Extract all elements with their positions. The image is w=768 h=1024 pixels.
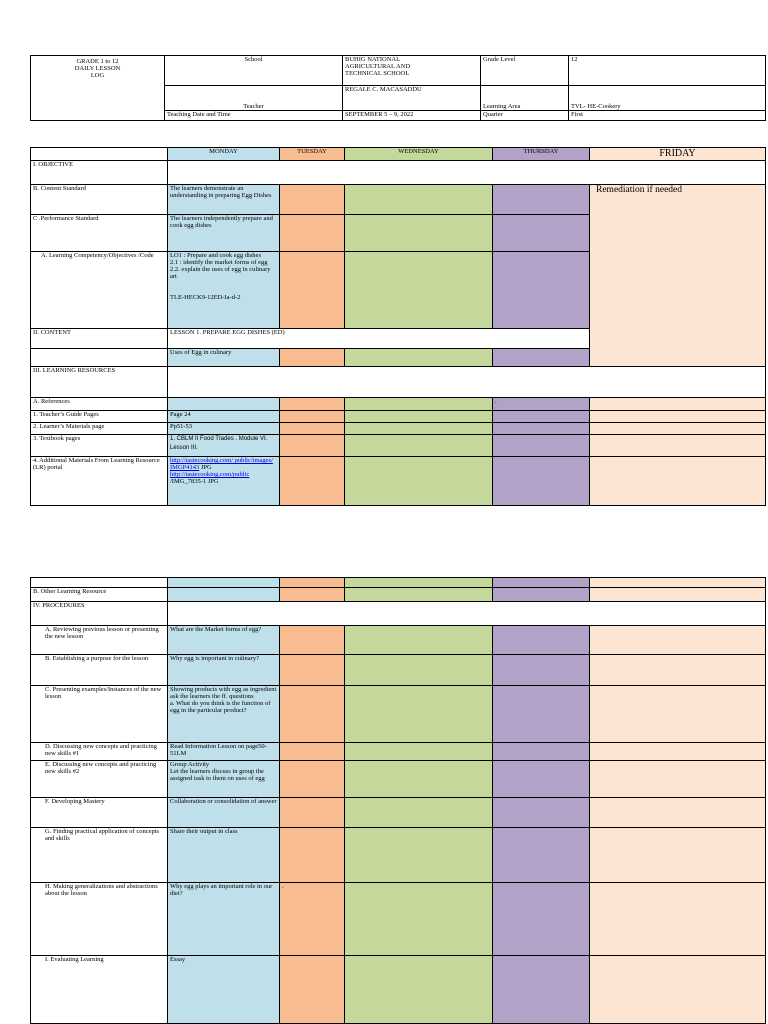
cell-thursday [493, 423, 590, 435]
cell-thursday [493, 215, 590, 252]
school-value: BUHIG NATIONAL AGRICULTURAL AND TECHNICAL SCHOOL [343, 56, 481, 86]
proc-c-label: C. Presenting examples/Instances of the new lesson [31, 686, 168, 743]
cell-thursday [493, 349, 590, 367]
cell-thursday [493, 626, 590, 655]
competency-label: A. Learning Competency/Objectives /Code [31, 252, 168, 329]
cell-wednesday [345, 349, 493, 367]
cell-wednesday [345, 435, 493, 457]
cell-thursday [493, 435, 590, 457]
cell-wednesday [345, 883, 493, 956]
cell-tuesday [280, 798, 345, 828]
cell-thursday [493, 411, 590, 423]
cell-tuesday [280, 457, 345, 506]
cell-wednesday [345, 655, 493, 686]
cell-friday [590, 423, 766, 435]
references-label: A. References [31, 398, 168, 411]
cell-wednesday [345, 252, 493, 329]
cell-wednesday [345, 956, 493, 1024]
cell-wednesday [345, 743, 493, 761]
proc-i-monday: Essay [168, 956, 280, 1024]
proc-f-monday: Collaboration or consolidation of answer [168, 798, 280, 828]
header-table [30, 55, 766, 121]
proc-h-tuesday: . [280, 883, 345, 956]
performance-monday: The learners independently prepare and cook egg dishes [168, 215, 280, 252]
cell-thursday [493, 956, 590, 1024]
content-sub-monday: Uses of Egg in culinary [168, 349, 280, 367]
proc-h-monday: Why egg plays an important role in our diet? [168, 883, 280, 956]
day-friday: FRIDAY [590, 148, 766, 161]
competency-monday: LO1 : Prepare and cook egg dishes 2.1 : identify the market forms of egg 2.2. explain the uses of egg in culinary art TLE-HECK9-12ED-Ia-d-2 [168, 252, 280, 329]
am-label: 4. Additional Materials From Learning Resource (LR) portal [31, 457, 168, 506]
cell-tuesday [280, 588, 345, 602]
day-monday: MONDAY [168, 148, 280, 161]
procedures-span [168, 602, 766, 626]
teacher-value: REGALE C. MACASADDU [343, 86, 481, 111]
proc-a-monday: What are the Market forms of egg? [168, 626, 280, 655]
cell-thursday [493, 761, 590, 798]
date-label: Teaching Date and Time [165, 111, 343, 121]
proc-g-monday: Share their output in class [168, 828, 280, 883]
performance-label: C .Performance Standard [31, 215, 168, 252]
resource-ext-2: /IMG_7835-1 JPG [170, 478, 219, 485]
proc-e-label: E. Discussing new concepts and practicing new skills #2 [31, 761, 168, 798]
corner-cell [31, 148, 168, 161]
cell-tuesday [280, 398, 345, 411]
cell-tuesday [280, 578, 345, 588]
area-value: TVL- HE-Cookery [569, 86, 766, 111]
cell-tuesday [280, 423, 345, 435]
cell-wednesday [345, 398, 493, 411]
cell-friday [590, 655, 766, 686]
plan-table [30, 147, 766, 506]
day-wednesday: WEDNESDAY [345, 148, 493, 161]
procedures-table [30, 577, 766, 1024]
cell-monday [168, 398, 280, 411]
objective-span [168, 161, 766, 185]
cell-wednesday [345, 588, 493, 602]
lm-label: 2. Learner’s Materials page [31, 423, 168, 435]
cell-friday [590, 828, 766, 883]
proc-g-label: G. Finding practical application of concepts and skills [31, 828, 168, 883]
proc-h-label: H. Making generalizations and abstractions about the lesson [31, 883, 168, 956]
quarter-value: First [569, 111, 766, 121]
cell-tuesday [280, 655, 345, 686]
area-label: Learning Area [481, 86, 569, 111]
cell-tuesday [280, 435, 345, 457]
cell-monday [168, 578, 280, 588]
cell-tuesday [280, 761, 345, 798]
cell-wednesday [345, 423, 493, 435]
cell-wednesday [345, 578, 493, 588]
cell-tuesday [280, 626, 345, 655]
cell-tuesday [280, 828, 345, 883]
cell-thursday [493, 588, 590, 602]
day-thursday: THURSDAY [493, 148, 590, 161]
cell-tuesday [280, 411, 345, 423]
cell-wednesday [345, 798, 493, 828]
cell-friday [590, 578, 766, 588]
cell-thursday [493, 252, 590, 329]
cell-thursday [493, 798, 590, 828]
school-label: School [165, 56, 343, 86]
cell-thursday [493, 828, 590, 883]
content-sub-label [31, 349, 168, 367]
cell-tuesday [280, 956, 345, 1024]
grade-value: 12 [569, 56, 766, 86]
am-monday [168, 457, 280, 506]
cell-wednesday [345, 761, 493, 798]
corner-cell-2 [31, 578, 168, 588]
cell-wednesday [345, 215, 493, 252]
tb-label: 3. Textbook pages [31, 435, 168, 457]
cell-thursday [493, 743, 590, 761]
teacher-label: Teacher [165, 86, 343, 111]
cell-friday [590, 883, 766, 956]
cell-wednesday [345, 626, 493, 655]
resources-label: III. LEARNING RESOURCES [31, 367, 168, 398]
lm-monday: Pp51-53 [168, 423, 280, 435]
tg-label: 1. Teacher’s Guide Pages [31, 411, 168, 423]
content-standard-label: B. Content Standard [31, 185, 168, 215]
cell-tuesday [280, 349, 345, 367]
cell-friday [590, 743, 766, 761]
cell-wednesday [345, 185, 493, 215]
cell-thursday [493, 457, 590, 506]
resource-link-2[interactable]: http://tastecooking.com/public [170, 471, 250, 478]
resources-span [168, 367, 766, 398]
objective-label: I. OBJECTIVE [31, 161, 168, 185]
content-value: LESSON 1. PREPARE EGG DISHES (ED) [168, 329, 590, 349]
procedures-label: IV. PROCEDURES [31, 602, 168, 626]
cell-wednesday [345, 828, 493, 883]
cell-friday [590, 435, 766, 457]
cell-thursday [493, 578, 590, 588]
proc-i-label: I. Evaluating Learning [31, 956, 168, 1024]
cell-friday [590, 956, 766, 1024]
cell-wednesday [345, 411, 493, 423]
cell-friday [590, 761, 766, 798]
cell-friday [590, 626, 766, 655]
resource-link-1[interactable]: http://tastecooking.com/ public/images/ IMGP4143 [170, 457, 273, 471]
cell-thursday [493, 686, 590, 743]
tb-monday: 1. CBLM II Food Trades . Module VI. Lesson III. [168, 435, 280, 457]
proc-d-label: D. Discussing new concepts and practicing new skills #1 [31, 743, 168, 761]
proc-b-label: B. Establishing a purpose for the lesson [31, 655, 168, 686]
date-value: SEPTEMBER 5 – 9, 2022 [343, 111, 481, 121]
log-title: GRADE 1 to 12 DAILY LESSON LOG [31, 56, 165, 121]
cell-monday [168, 588, 280, 602]
tg-monday: Page 24 [168, 411, 280, 423]
content-standard-monday: The learners demonstrate an understanding in preparing Egg Dishes [168, 185, 280, 215]
cell-tuesday [280, 215, 345, 252]
cell-friday [590, 457, 766, 506]
cell-friday [590, 411, 766, 423]
cell-wednesday [345, 457, 493, 506]
cell-thursday [493, 883, 590, 956]
content-label: II. CONTENT [31, 329, 168, 349]
content-standard-friday: Remediation if needed [590, 185, 766, 367]
cell-tuesday [280, 252, 345, 329]
cell-thursday [493, 185, 590, 215]
proc-e-monday: Group Activity Let the learners discuss in group the assigned task to them on uses of egg [168, 761, 280, 798]
cell-thursday [493, 655, 590, 686]
proc-c-monday: Showing products with egg as ingredient ask the learners the ff. questions a. What do you think is the function of egg in the particular product? [168, 686, 280, 743]
cell-friday [590, 798, 766, 828]
cell-tuesday [280, 686, 345, 743]
proc-a-label: A. Reviewing previous lesson or presenting the new lesson [31, 626, 168, 655]
cell-friday [590, 398, 766, 411]
references-thursday: . [493, 398, 590, 411]
quarter-label: Quarter [481, 111, 569, 121]
cell-tuesday [280, 185, 345, 215]
proc-b-monday: Why egg is important in culinary? [168, 655, 280, 686]
cell-friday [590, 588, 766, 602]
day-tuesday: TUESDAY [280, 148, 345, 161]
proc-d-monday: Read Information Lesson on page50-51LM [168, 743, 280, 761]
grade-label: Grade Level [481, 56, 569, 86]
cell-friday [590, 686, 766, 743]
other-resource-label: B. Other Learning Resource [31, 588, 168, 602]
resource-ext-1: JPG [199, 464, 212, 471]
cell-wednesday [345, 686, 493, 743]
cell-tuesday [280, 743, 345, 761]
proc-f-label: F. Developing Mastery [31, 798, 168, 828]
